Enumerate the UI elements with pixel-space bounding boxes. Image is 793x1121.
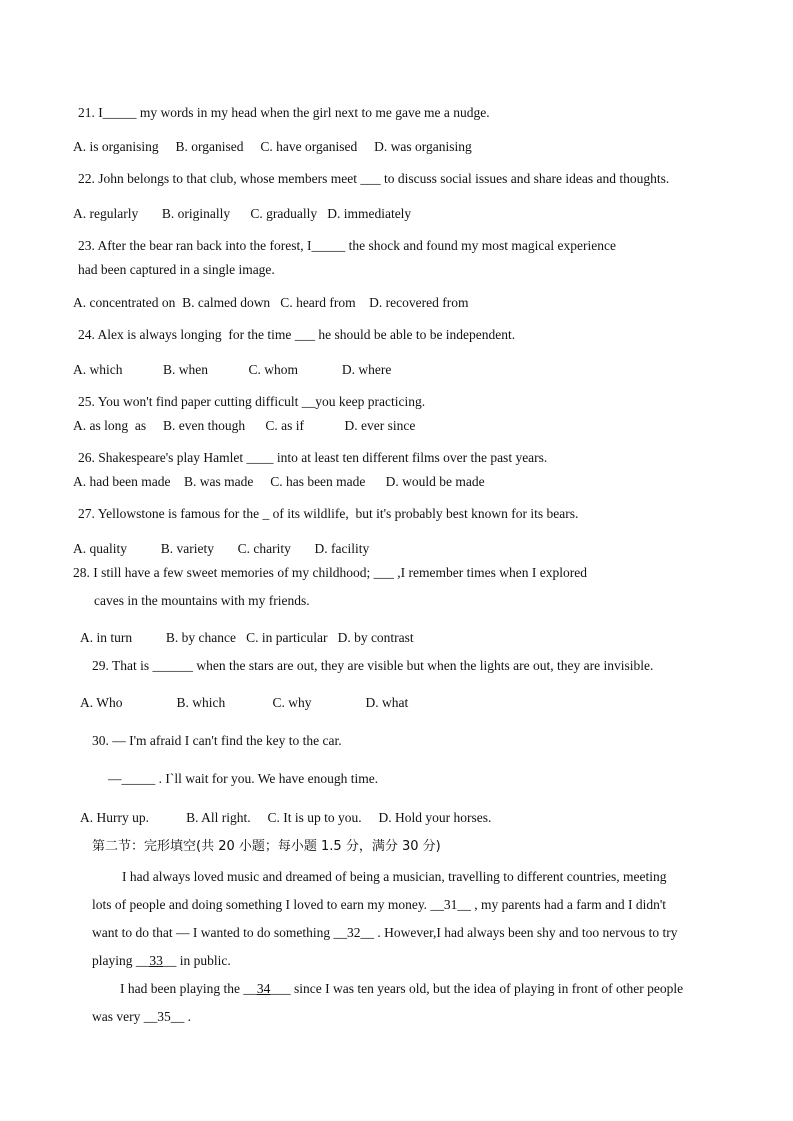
blank-33: 33 xyxy=(149,953,163,968)
question-30-stem: 30. — I'm afraid I can't find the key to the car. xyxy=(92,733,342,748)
question-23-options: A. concentrated on B. calmed down C. heard from D. recovered from xyxy=(73,295,469,310)
passage-line-4-end: __ in public. xyxy=(162,953,231,968)
question-29-stem: 29. That is ______ when the stars are out, they are visible but when the lights are out, they are invisible. xyxy=(92,658,654,673)
passage-line-1: I had always loved music and dreamed of being a musician, travelling to different countries, meeting xyxy=(122,869,667,884)
passage-line-4 xyxy=(92,952,231,970)
question-30-options: A. Hurry up. B. All right. C. It is up to you. D. Hold your horses. xyxy=(80,810,492,825)
passage-line-5 xyxy=(120,980,683,998)
question-28-stem-continued: caves in the mountains with my friends. xyxy=(94,593,310,608)
question-26-options: A. had been made B. was made C. has been made D. would be made xyxy=(73,474,485,489)
question-22-options: A. regularly B. originally C. gradually D. immediately xyxy=(73,206,412,221)
passage-line-5-start: I had been playing the __ xyxy=(120,981,257,996)
question-21-stem: 21. I_____ my words in my head when the girl next to me gave me a nudge. xyxy=(78,105,490,120)
question-27-stem: 27. Yellowstone is famous for the _ of its wildlife, but it's probably best known for its bears. xyxy=(78,506,579,521)
question-25-options: A. as long as B. even though C. as if D. ever since xyxy=(73,418,416,433)
passage-line-4-start: playing __ xyxy=(92,953,150,968)
section-title: 第二节：完形填空(共 20 小题；每小题 1.5 分，满分 30 分) xyxy=(92,839,441,854)
question-24-options: A. which B. when C. whom D. where xyxy=(73,362,392,377)
question-25-stem: 25. You won't find paper cutting difficult __you keep practicing. xyxy=(78,394,426,409)
question-29-options: A. Who B. which C. why D. what xyxy=(80,695,409,710)
question-22-stem: 22. John belongs to that club, whose members meet ___ to discuss social issues and share ideas and thoughts. xyxy=(78,171,670,186)
question-23-stem-continued: had been captured in a single image. xyxy=(78,262,275,277)
passage-line-2: lots of people and doing something I loved to earn my money. __31__ , my parents had a farm and I didn't xyxy=(92,897,667,912)
question-27-options: A. quality B. variety C. charity D. facility xyxy=(73,541,370,556)
question-23-stem: 23. After the bear ran back into the forest, I_____ the shock and found my most magical experience xyxy=(78,238,616,253)
passage-line-6: was very __35__ . xyxy=(92,1009,191,1024)
passage-line-5-end: ___ since I was ten years old, but the idea of playing in front of other people xyxy=(270,981,684,996)
question-30-stem-continued: —_____ . I`ll wait for you. We have enough time. xyxy=(108,771,379,786)
question-28-stem: 28. I still have a few sweet memories of my childhood; ___ ,I remember times when I explored xyxy=(73,565,587,580)
question-26-stem: 26. Shakespeare's play Hamlet ____ into at least ten different films over the past years. xyxy=(78,450,548,465)
blank-34: 34 xyxy=(256,981,271,996)
passage-line-3: want to do that — I wanted to do something __32__ . However,I had always been shy and too nervous to try xyxy=(92,925,678,940)
question-28-options: A. in turn B. by chance C. in particular D. by contrast xyxy=(80,630,414,645)
question-24-stem: 24. Alex is always longing for the time ___ he should be able to be independent. xyxy=(78,327,516,342)
question-21-options: A. is organising B. organised C. have organised D. was organising xyxy=(73,139,472,154)
